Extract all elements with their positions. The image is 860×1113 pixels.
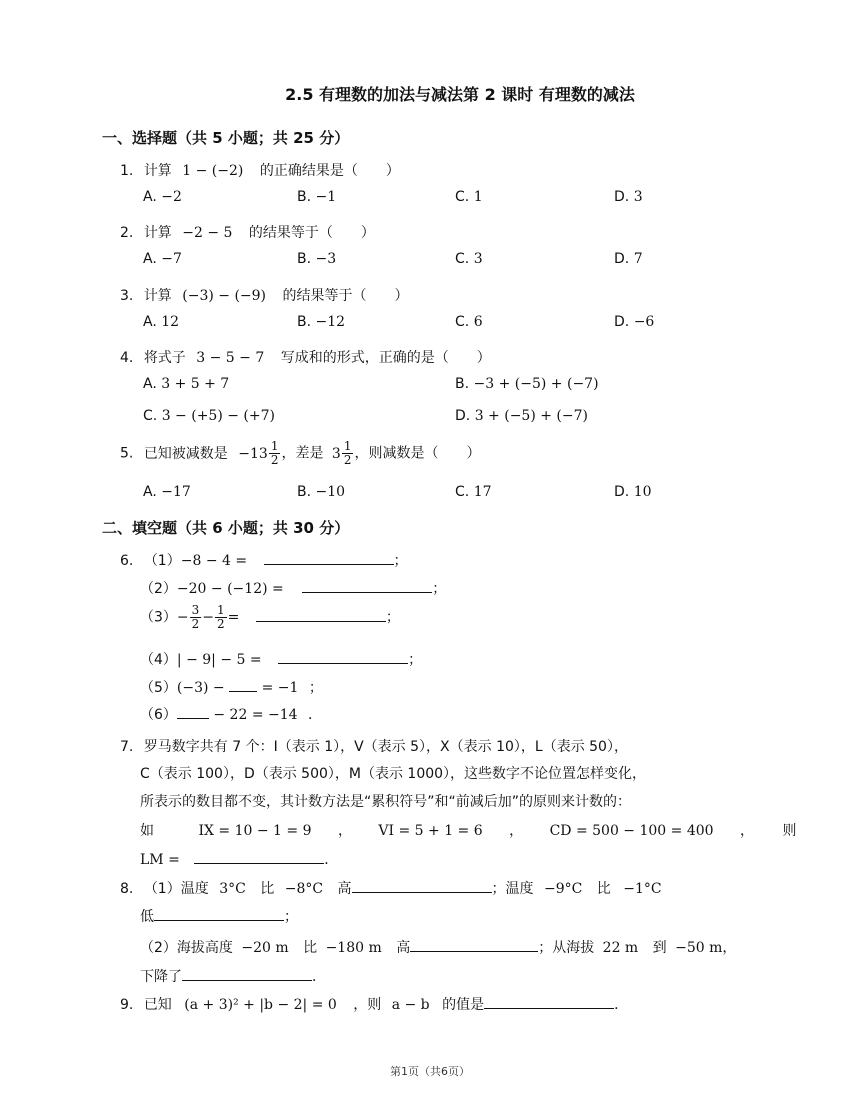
- answer-blank[interactable]: [352, 878, 492, 893]
- answer-blank[interactable]: [229, 677, 257, 692]
- q4-option-c[interactable]: C. 3 − (+5) − (+7): [143, 408, 275, 424]
- q5-option-a[interactable]: A. −17: [143, 484, 191, 500]
- q5-option-c[interactable]: C. 17: [455, 484, 492, 500]
- fraction: $\frac{1}{2}$: [217, 603, 225, 631]
- answer-blank[interactable]: [177, 704, 209, 719]
- question-8-line-3: （2）海拔高度 −20 m 比 −180 m 高 ；从海拔 22 m 到 −50 m，: [140, 937, 736, 957]
- question-6-part-5: （5）(−3) − = −1 ；: [140, 677, 323, 697]
- q1-option-c[interactable]: C. 1: [455, 189, 483, 205]
- question-4: 4. 将式子 3 − 5 − 7 写成和的形式，正确的是（ ）: [120, 350, 491, 366]
- answer-blank[interactable]: [302, 578, 432, 593]
- answer-blank[interactable]: [154, 906, 284, 921]
- q4-option-d[interactable]: D. 3 + (−5) + (−7): [455, 408, 588, 424]
- q7-line-2: C（表示 100），D（表示 500），M（表示 1000），这些数字不论位置怎样变化，: [140, 766, 647, 782]
- answer-blank[interactable]: [278, 649, 408, 664]
- q7-line-3: 所表示的数目都不变，其计数方法是“累积符号”和“前减后加”的原则来计数的：: [140, 794, 632, 810]
- q5-option-b[interactable]: B. −10: [297, 484, 346, 500]
- q3-option-d[interactable]: D. −6: [614, 314, 655, 330]
- question-8-line-1: 8. （1）温度 3°C 比 −8°C 高 ；温度 −9°C 比 −1°C: [120, 878, 662, 898]
- q3-option-a[interactable]: A. 12: [143, 314, 180, 330]
- question-6-part-2: （2）−20 − (−12) = ；: [140, 578, 446, 598]
- q2-option-b[interactable]: B. −3: [297, 251, 337, 267]
- answer-blank[interactable]: [410, 937, 538, 952]
- question-3: 3. 计算 (−3) − (−9) 的结果等于（ ）: [120, 288, 409, 304]
- question-6-part-3: （3）− $\frac{3}{2}$ − $\frac{1}{2}$ = ；: [140, 603, 400, 631]
- answer-blank[interactable]: [264, 550, 394, 565]
- q1-option-b[interactable]: B. −1: [297, 189, 337, 205]
- fraction: $\frac{3}{2}$: [191, 603, 200, 631]
- question-8-line-2: 低 ；: [140, 906, 298, 926]
- q3-option-c[interactable]: C. 6: [455, 314, 483, 330]
- q4-option-b[interactable]: B. −3 + (−5) + (−7): [455, 376, 599, 392]
- question-2: 2. 计算 −2 − 5 的结果等于（ ）: [120, 225, 375, 241]
- q1-option-a[interactable]: A. −2: [143, 189, 182, 205]
- question-1: 1. 计算 1 − (−2) 的正确结果是（ ）: [120, 163, 400, 179]
- answer-blank[interactable]: [194, 849, 324, 864]
- question-6-part-1: 6. （1）−8 − 4 = ；: [120, 550, 408, 570]
- page-footer: 第1页（共6页）: [390, 1065, 470, 1078]
- question-number: 1.: [120, 163, 134, 179]
- answer-blank[interactable]: [182, 966, 312, 981]
- q2-option-d[interactable]: D. 7: [614, 251, 643, 267]
- question-8-line-4: 下降了 ．: [140, 966, 326, 986]
- q5-option-d[interactable]: D. 10: [614, 484, 652, 500]
- section-heading-choice: 一、选择题（共 5 小题；共 25 分）: [102, 129, 350, 147]
- q7-line-5: LM = ．: [140, 849, 338, 869]
- section-heading-fill: 二、填空题（共 6 小题；共 30 分）: [102, 519, 350, 537]
- q2-option-a[interactable]: A. −7: [143, 251, 182, 267]
- q7-line-4: 如 IX = 10 − 1 = 9 ， VI = 5 + 1 = 6 ， CD = 500 − 100 = 400 ， 则: [140, 823, 797, 839]
- question-5: 5. 已知被减数是 −13 $\frac{1}{2}$ ，差是 3 $\frac{1}{2}$ ，则减数是（ ）: [120, 439, 481, 467]
- answer-blank[interactable]: [256, 607, 386, 622]
- page-title: 2.5 有理数的加法与减法第 2 课时 有理数的减法: [285, 85, 635, 104]
- fraction: $\frac{1}{2}$: [343, 439, 352, 467]
- question-7: 7. 罗马数字共有 7 个：I（表示 1），V（表示 5），X（表示 10），L（表示 50），: [120, 739, 628, 755]
- q2-option-c[interactable]: C. 3: [455, 251, 483, 267]
- answer-blank[interactable]: [484, 994, 614, 1009]
- q1-option-d[interactable]: D. 3: [614, 189, 643, 205]
- q3-option-b[interactable]: B. −12: [297, 314, 346, 330]
- q4-option-a[interactable]: A. 3 + 5 + 7: [143, 376, 230, 392]
- question-6-part-6: （6） − 22 = −14 ．: [140, 704, 322, 724]
- question-6-part-4: （4）| − 9| − 5 = ；: [140, 649, 422, 669]
- fraction: $\frac{1}{2}$: [270, 439, 279, 467]
- question-9: 9. 已知 (a + 3)² + |b − 2| = 0 ，则 a − b 的值是 ．: [120, 994, 628, 1014]
